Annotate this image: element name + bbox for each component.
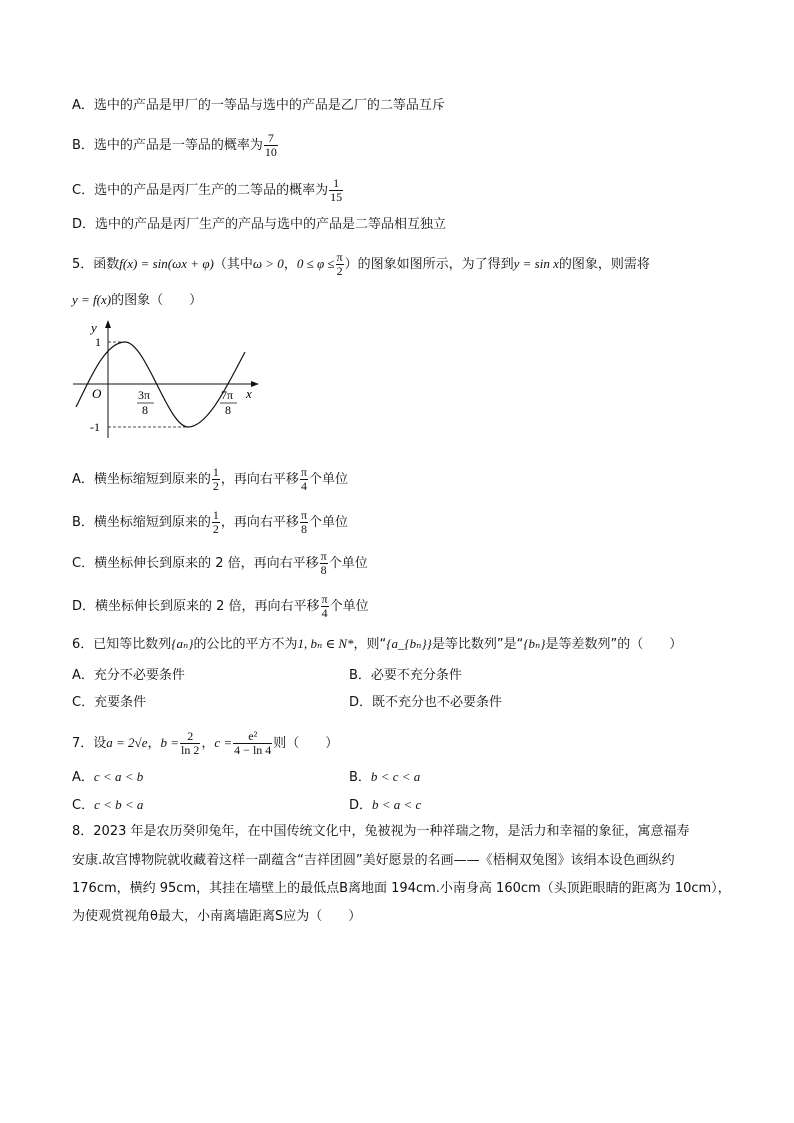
graph-y-label: y	[91, 320, 97, 335]
q8-line-2: 安康.故宫博物院就收藏着这样一副蕴含“吉祥团圆”美好愿景的名画——《梧桐双兔图》该绢本设色画纵约	[72, 853, 675, 868]
q5-option-a: A．横坐标缩短到原来的 $\frac{1}{2}$ ，再向右平移 $\frac{\pi}{4}$ 个单位	[72, 465, 348, 493]
q7-option-b: B．b < c < a	[349, 769, 421, 785]
q5-option-b: B．横坐标缩短到原来的 $\frac{1}{2}$ ，再向右平移 $\frac{\pi}{8}$ 个单位	[72, 508, 349, 536]
q7-stem: 7．设a = 2√e，b = $\frac{2}{\ln 2}$ ，c = $\frac{\text{e²}}{4 - \ln 4}$ 则（ ）	[72, 729, 339, 757]
x-axis-arrow	[251, 381, 259, 387]
q8-line-4: 为使观赏视角θ最大，小南离墙距离S应为（ ）	[72, 909, 362, 924]
q6-option-b: B．必要不充分条件	[349, 668, 462, 683]
q4-option-d: D．选中的产品是丙厂生产的产品与选中的产品是二等品相互独立	[72, 217, 447, 232]
q5-c-shift-fraction: $\frac{\pi}{8}$	[320, 549, 327, 577]
graph-x1-denominator: 8	[142, 403, 148, 417]
q7-option-c: C．c < b < a	[72, 797, 144, 813]
graph-x2-denominator: 8	[225, 403, 231, 417]
graph-x2-numerator: 7π	[221, 388, 234, 402]
q5-b-scale-fraction: $\frac{1}{2}$	[212, 508, 219, 536]
q5-a-scale-fraction: $\frac{1}{2}$	[212, 465, 219, 493]
graph-x-label: x	[246, 386, 252, 401]
q5-b-shift-fraction: $\frac{\pi}{8}$	[300, 508, 307, 536]
q6-stem: 6．已知等比数列{aₙ}的公比的平方不为1, bₙ ∈ N*，则“{a_{bₙ}}是等比数列”是“{bₙ}是等差数列”的（ ）	[72, 636, 683, 652]
q5-sine-graph	[68, 318, 268, 443]
graph-tick-minus-1: -1	[90, 420, 100, 434]
q5-d-shift-fraction: $\frac{\pi}{4}$	[321, 592, 328, 620]
q5-option-d: D．横坐标伸长到原来的 2 倍，再向右平移 $\frac{\pi}{4}$ 个单位	[72, 592, 369, 620]
q5-stem: 5．函数f(x) = sin(ωx + φ)（其中ω > 0，0 ≤ φ ≤ $\frac{\pi}{2}$ ）的图象如图所示，为了得到y = sin x的图象，则需将	[72, 250, 650, 278]
graph-x1-numerator: 3π	[138, 388, 151, 402]
q5-option-c: C．横坐标伸长到原来的 2 倍，再向右平移 $\frac{\pi}{8}$ 个单位	[72, 549, 368, 577]
q6-option-a: A．充分不必要条件	[72, 668, 185, 683]
q8-line-1: 8．2023 年是农历癸卯兔年，在中国传统文化中，兔被视为一种祥瑞之物，是活力和幸福的象征，寓意福寿	[72, 824, 690, 839]
q4-b-fraction: $\frac{7}{10}$	[264, 131, 277, 159]
q8-line-3: 176cm，横约 95cm，其挂在墙壁上的最低点B离地面 194cm.小南身高 160cm（头顶距眼睛的距离为 10cm），	[72, 881, 731, 896]
q5-stem-line2: y = f(x)的图象（ ）	[72, 292, 203, 308]
q4-option-c: C．选中的产品是丙厂生产的二等品的概率为 $\frac{1}{15}$	[72, 176, 343, 204]
q6-option-c: C．充要条件	[72, 695, 147, 710]
graph-origin-label: O	[92, 386, 102, 401]
q6-option-d: D．既不充分也不必要条件	[349, 695, 503, 710]
q7-c-fraction: $\frac{\text{e²}}{4 - \ln 4}$	[234, 729, 272, 757]
q7-option-a: A．c < a < b	[72, 769, 144, 785]
q5-a-shift-fraction: $\frac{\pi}{4}$	[300, 465, 307, 493]
graph-tick-1: 1	[95, 335, 101, 349]
q5-phi-fraction: $\frac{\pi}{2}$	[336, 250, 343, 278]
q7-option-d: D．b < a < c	[349, 797, 422, 813]
y-axis-arrow	[105, 320, 111, 328]
q7-b-fraction: $\frac{2}{\ln 2}$	[181, 729, 200, 757]
q4-option-b: B．选中的产品是一等品的概率为 $\frac{7}{10}$	[72, 131, 277, 159]
q4-c-fraction: $\frac{1}{15}$	[330, 176, 343, 204]
q4-option-a: A．选中的产品是甲厂的一等品与选中的产品是乙厂的二等品互斥	[72, 98, 445, 113]
